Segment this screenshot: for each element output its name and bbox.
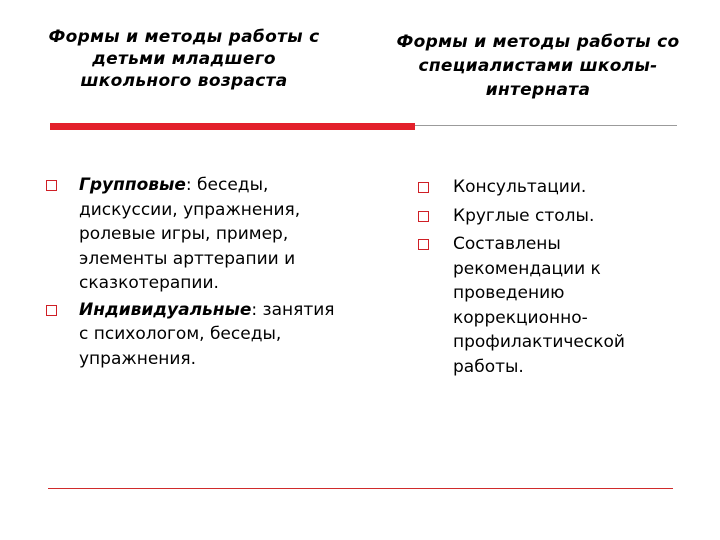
square-bullet-icon [418,239,429,250]
item-term: Индивидуальные [79,299,252,320]
footer-divider [48,488,673,489]
item-text: Круглые столы. [453,205,595,226]
list-item-recommendations [418,232,688,379]
square-bullet-icon [46,180,57,191]
list-item-group-methods [46,173,346,296]
left-column-list [46,173,346,373]
list-item-individual-methods [46,298,346,372]
square-bullet-icon [46,305,57,316]
left-column-heading: Формы и методы работы с детьми младшего школьного возраста [48,27,320,91]
square-bullet-icon [418,182,429,193]
list-item-consultations [418,175,688,200]
heading-divider-red [50,123,415,130]
right-column-heading: Формы и методы работы со специалистами школы-интерната [396,32,680,100]
item-separator: : [251,299,258,320]
list-item-round-tables [418,204,688,229]
item-separator: : [185,175,192,195]
item-text: занятия с психологом, беседы, упражнения. [79,299,335,369]
square-bullet-icon [418,211,429,222]
item-text: беседы, дискуссии, упражнения, ролевые игры, пример, элементы арттерапии и сказкотерапии. [79,175,301,293]
item-term: Групповые [79,175,186,195]
heading-divider-thin [415,125,677,126]
item-text: Составлены рекомендации к проведению коррекционно-профилактической работы. [453,234,625,377]
item-text: Консультации. [453,177,587,197]
right-column-list [418,175,688,383]
